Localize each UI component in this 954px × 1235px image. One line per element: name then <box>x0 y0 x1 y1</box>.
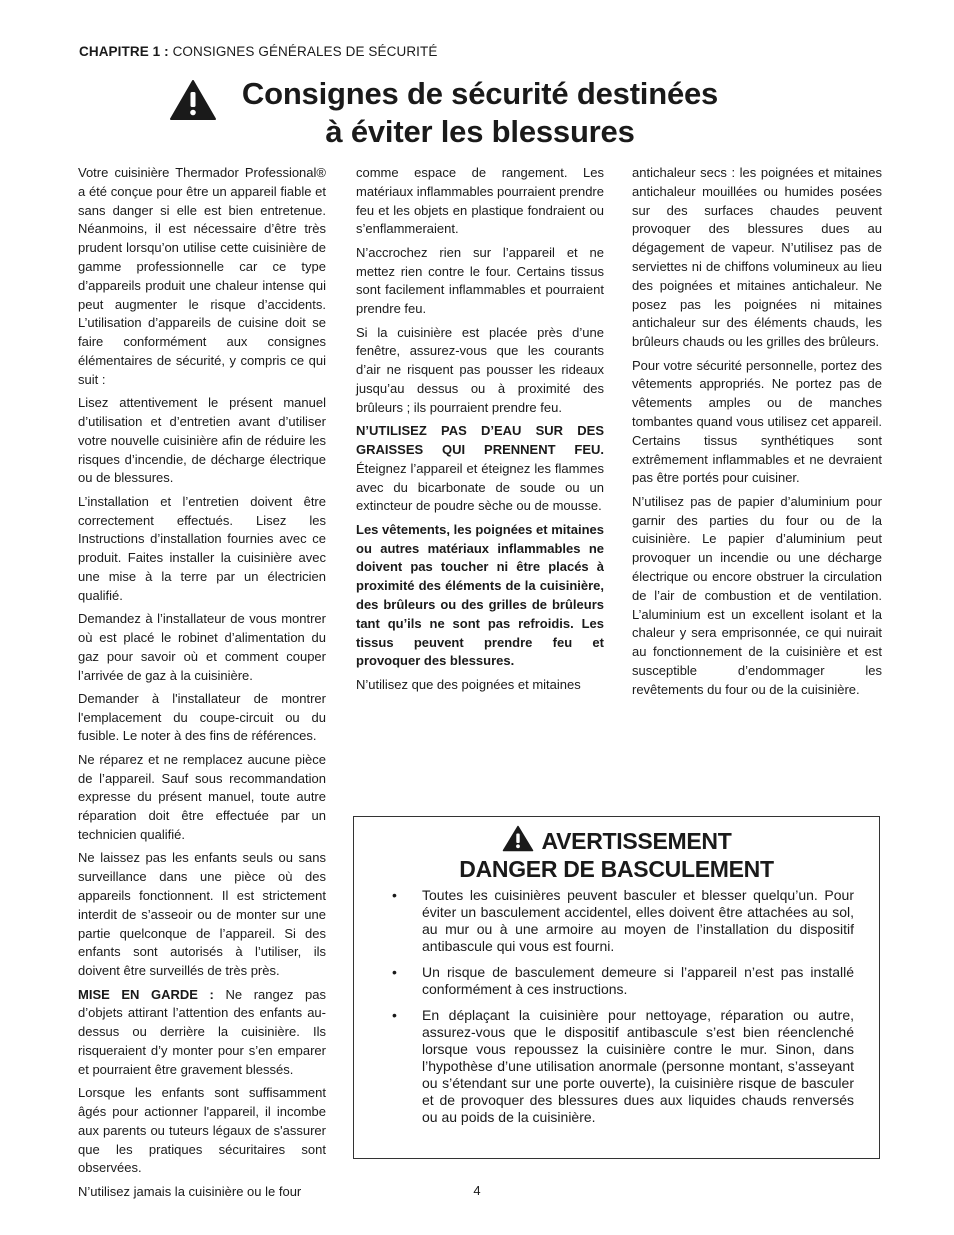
bold-warning-paragraph: Les vêtements, les poignées et mitaines ou autres matériaux inflammables ne doivent pas toucher ni être placés à proximité des éléments de la cuisinière, des brûleurs ou des grilles de brûleurs tant qu’ils ne sont pas refroidis. Les tissus peuvent prendre feu et provoquer des blessures. <box>356 521 604 669</box>
paragraph: N’utilisez jamais la cuisinière ou le four <box>78 1183 302 1199</box>
chapter-header <box>79 44 437 59</box>
paragraph: Demandez à l’installateur de vous montrer où est placé le robinet d’alimentation du gaz pour savoir où et comment couper l’arrivée de gaz à la cuisinière. <box>78 611 326 683</box>
warning-label: N’UTILISEZ PAS D’EAU SUR DES GRAISSES QUI PRENNENT FEU. <box>356 423 604 457</box>
warning-paragraph <box>356 422 604 516</box>
list-item-text: Un risque de basculement demeure si l’appareil n’est pas installé conformément à ces instructions. <box>422 964 854 997</box>
warning-box-heading-line1 <box>354 825 879 855</box>
warning-text: Ne rangez pas d’objets attirant l’attention des enfants au-dessus ou derrière la cuisinière. Ils risqueraient d’y monter pour s’en emparer et pourraient être gravement blessés. <box>78 986 326 1077</box>
chapter-title: CONSIGNES GÉNÉRALES DE SÉCURITÉ <box>172 44 438 59</box>
page-title-line2: à éviter les blessures <box>325 114 635 149</box>
list-item-text: En déplaçant la cuisinière pour nettoyage, réparation ou autre, assurez-vous que le dispositif antibascule s’est bien réenclenché lorsque vous repoussez la cuisinière contre le mur. Sinon, dans l’hypothèse d’une utilisation anormale (personne montant, s’asseyant ou s’étendant sur une porte ouverte), la cuisinière risque de basculer et de provoquer des blessures dues aux liquides chauds renversés ou au poids de la cuisinière. <box>422 1007 854 1125</box>
paragraph: Si la cuisinière est placée près d’une fenêtre, assurez-vous que les courants d’air ne risquent pas pousser les rideaux jusqu’au dessus ou à proximité des brûleurs ; ils pourraient prendre feu. <box>356 324 604 415</box>
paragraph: Lorsque les enfants sont suffisamment âgés pour actionner l'appareil, il incombe aux parents ou tuteurs légaux de s'assurer que les pratiques sécuritaires sont observées. <box>78 1085 326 1176</box>
list-item <box>392 887 854 955</box>
warning-triangle-icon <box>502 825 534 852</box>
tip-over-warning-box <box>353 816 880 1159</box>
warning-box-heading-2: DANGER DE BASCULEMENT <box>459 856 774 882</box>
paragraph: N’accrochez rien sur l’appareil et ne mettez rien contre le four. Certains tissus sont facilement inflammables et pourraient prendre feu. <box>356 244 604 317</box>
bullet: • <box>392 964 397 980</box>
list-item <box>392 964 854 998</box>
bullet: • <box>392 1007 397 1023</box>
page-number: 4 <box>473 1183 481 1198</box>
paragraph: Votre cuisinière Thermador Professional® a été conçue pour être un appareil fiable et sans danger si elle est bien entretenue. Néanmoins, il est nécessaire d’être très prudent lorsqu’on utilise cette cuisinière de gamme professionnelle car ce type d’appareils produit une chaleur intense qui peut augmenter le risque d’accidents. L’utilisation d’appareils de cuisine doit se faire conformément aux consignes élémentaires de sécurité, y compris ce qui suit : <box>78 165 326 387</box>
paragraph: Pour votre sécurité personnelle, portez des vêtements appropriés. Ne portez pas de vêtements amples ou de manches tombantes quand vous utilisez cet appareil. Certains tissus synthétiques sont extrêmement inflammables et ne devraient pas être portés pour cuisiner. <box>632 357 882 486</box>
paragraph: N’utilisez que des poignées et mitaines <box>356 676 581 692</box>
page-title-line1: Consignes de sécurité destinées <box>241 76 719 111</box>
warning-paragraph <box>78 986 326 1080</box>
bullet: • <box>392 887 397 903</box>
warning-box-list <box>392 887 854 1135</box>
paragraph: Demander à l'installateur de montrer l'emplacement du coupe-circuit ou du fusible. Le noter à des fins de références. <box>78 690 326 744</box>
chapter-label: CHAPITRE 1 : <box>79 44 169 59</box>
paragraph: comme espace de rangement. Les matériaux inflammables pourraient prendre feu et les objets en plastique fondraient ou s’enflammeraient. <box>356 165 604 237</box>
list-item-text: Toutes les cuisinières peuvent basculer et blesser quelqu’un. Pour éviter un basculement accidentel, elles doivent être attachées au sol, au mur ou à une armoire au moyen de l’installation du dispositif antibascule qui vous est fourni. <box>422 887 854 954</box>
paragraph: N’utilisez pas de papier d’aluminium pour garnir des parties du four ou de la cuisinière. Le papier d’aluminium peut provoquer un incendie ou une décharge électrique ou encore obstruer la circulation de l’air de combustion et de ventilation. L’aluminium est un excellent isolant et la chaleur y sera emprisonnée, ce qui nuirait au fonctionnement de la cuisinière et est susceptible d’endommager les revêtements du four ou de la cuisinière. <box>632 493 882 697</box>
warning-box-heading <box>354 825 879 883</box>
text-column-1 <box>78 164 326 1206</box>
warning-text: Éteignez l’appareil et éteignez les flammes avec du bicarbonate de soude ou un extincteur de poudre sèche ou de mousse. <box>356 460 604 514</box>
text-column-2 <box>356 164 604 699</box>
paragraph: L’installation et l’entretien doivent être correctement effectués. Lisez les Instructions d’installation fournies avec ce produit. Faites installer la cuisinière avec une mise à la terre par un électricien qualifié. <box>78 493 326 603</box>
paragraph: Lisez attentivement le présent manuel d’utilisation et d’entretien avant d’utiliser votre nouvelle cuisinière afin de réduire les risques d’incendie, de décharge électrique ou de blessures. <box>78 395 326 486</box>
paragraph: Ne laissez pas les enfants seuls ou sans surveillance dans une pièce où des appareils fonctionnent. Il est strictement interdit de s’asseoir ou de monter sur une partie quelconque de l’appareil. Si des enfants sont autorisés à l’utiliser, ils doivent être surveillés de très près. <box>78 850 326 979</box>
paragraph: Ne réparez et ne remplacez aucune pièce de l’appareil. Sauf sous recommandation expresse du présent manuel, toute autre réparation doit être effectuée par un technicien qualifié. <box>78 751 326 843</box>
text-column-3 <box>632 164 882 704</box>
paragraph: antichaleur secs : les poignées et mitaines antichaleur mouillées ou humides posées sur des surfaces chaudes peuvent provoquer des blessures dues au dégagement de vapeur. N’utilisez pas de serviettes ni de chiffons volumineux au lieu des poignées et mitaines antichaleur. Ne posez pas les poignées ni mitaines antichaleur sur des éléments chauds, les brûleurs chauds ou les grilles des brûleurs. <box>632 165 882 350</box>
warning-box-heading-1: AVERTISSEMENT <box>541 828 732 854</box>
warning-label: MISE EN GARDE : <box>78 986 226 1002</box>
list-item <box>392 1007 854 1126</box>
